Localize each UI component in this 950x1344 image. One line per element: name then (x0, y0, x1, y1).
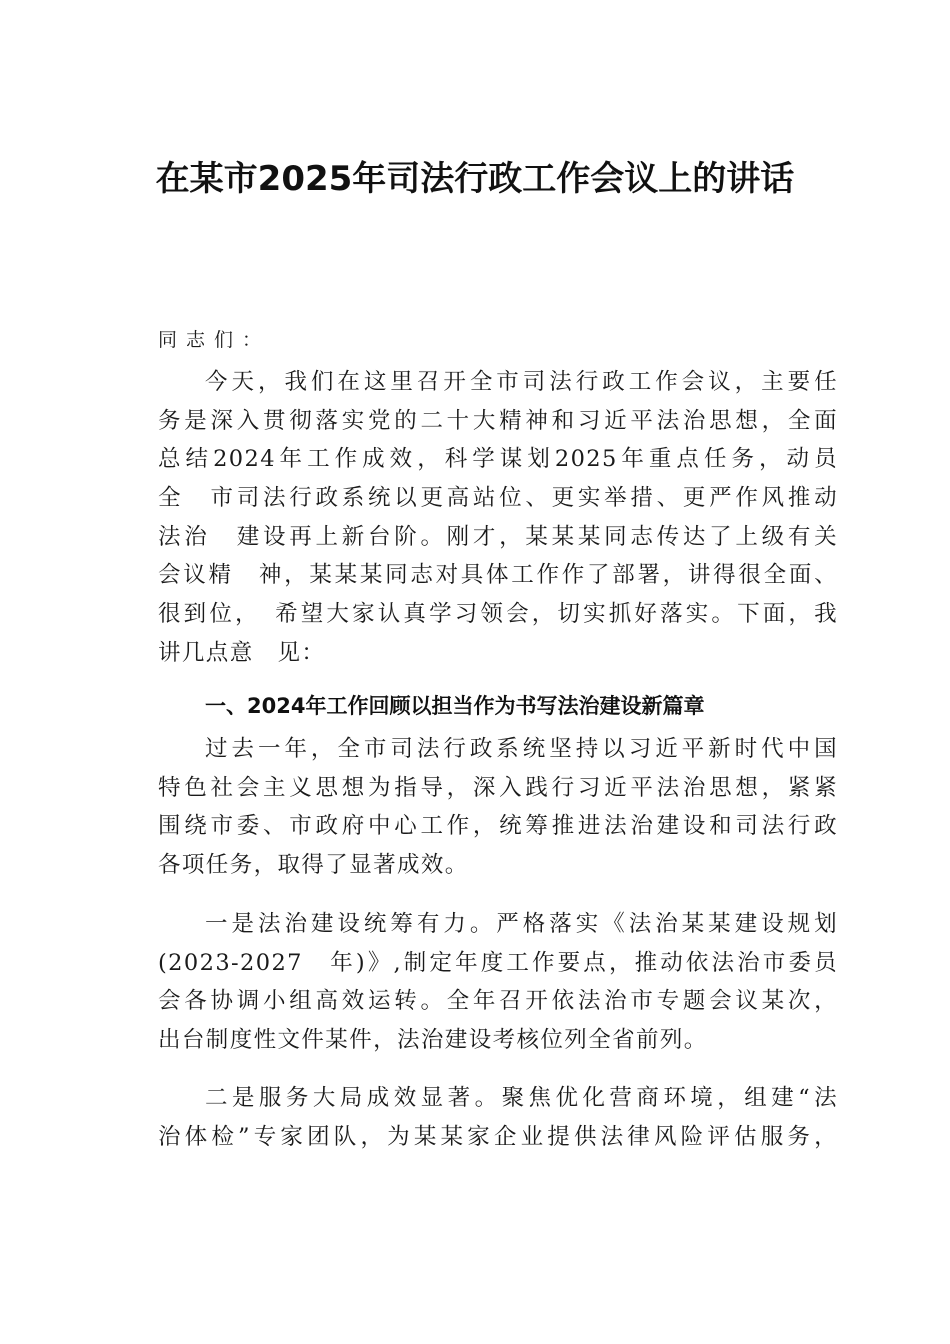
intro-line: 很到位， 希望大家认真学习领会，切实抓好落实。下面，我 (158, 601, 838, 628)
salutation: 同志们： (158, 329, 271, 351)
point-one-line: 一是法治建设统筹有力。严格落实《法治某某建设规划 (205, 911, 838, 937)
intro-line: 务是深入贯彻落实党的二十大精神和习近平法治思想，全面 (158, 407, 838, 434)
review-line: 过去一年，全市司法行政系统坚持以习近平新时代中国 (205, 736, 838, 762)
section-heading: 一、2024年工作回顾以担当作为书写法治建设新篇章 (205, 694, 705, 718)
intro-paragraph (158, 363, 838, 673)
review-line: 围绕市委、市政府中心工作，统筹推进法治建设和司法行政 (158, 813, 838, 840)
point-one-paragraph (158, 905, 838, 1060)
intro-line: 会议精 神，某某某同志对具体工作作了部署，讲得很全面、 (158, 562, 838, 589)
review-paragraph (158, 730, 838, 885)
document-title: 在某市2025年司法行政工作会议上的讲话 (155, 159, 795, 199)
review-line: 特色社会主义思想为指导，深入践行习近平法治思想，紧紧 (158, 774, 838, 801)
intro-line: 总结2024年工作成效，科学谋划2025年重点任务，动员 (158, 446, 838, 473)
intro-line: 讲几点意 见： (158, 639, 326, 666)
intro-line: 今天，我们在这里召开全市司法行政工作会议，主要任 (205, 369, 838, 395)
review-line: 各项任务，取得了显著成效。 (158, 852, 469, 879)
intro-line: 全 市司法行政系统以更高站位、更实举措、更严作风推动 (158, 485, 838, 512)
point-two-paragraph (158, 1079, 838, 1156)
intro-line: 法治 建设再上新台阶。刚才，某某某同志传达了上级有关 (158, 523, 838, 550)
point-two-line: 治体检”专家团队，为某某家企业提供法律风险评估服务， (158, 1123, 838, 1150)
point-one-line: 出台制度性文件某件，法治建设考核位列全省前列。 (158, 1027, 708, 1054)
point-two-line: 二是服务大局成效显著。聚焦优化营商环境，组建“法 (205, 1085, 838, 1111)
point-one-line: (2023-2027 年)》,制定年度工作要点，推动依法治市委员 (158, 949, 838, 976)
point-one-line: 会各协调小组高效运转。全年召开依法治市专题会议某次， (158, 988, 838, 1015)
